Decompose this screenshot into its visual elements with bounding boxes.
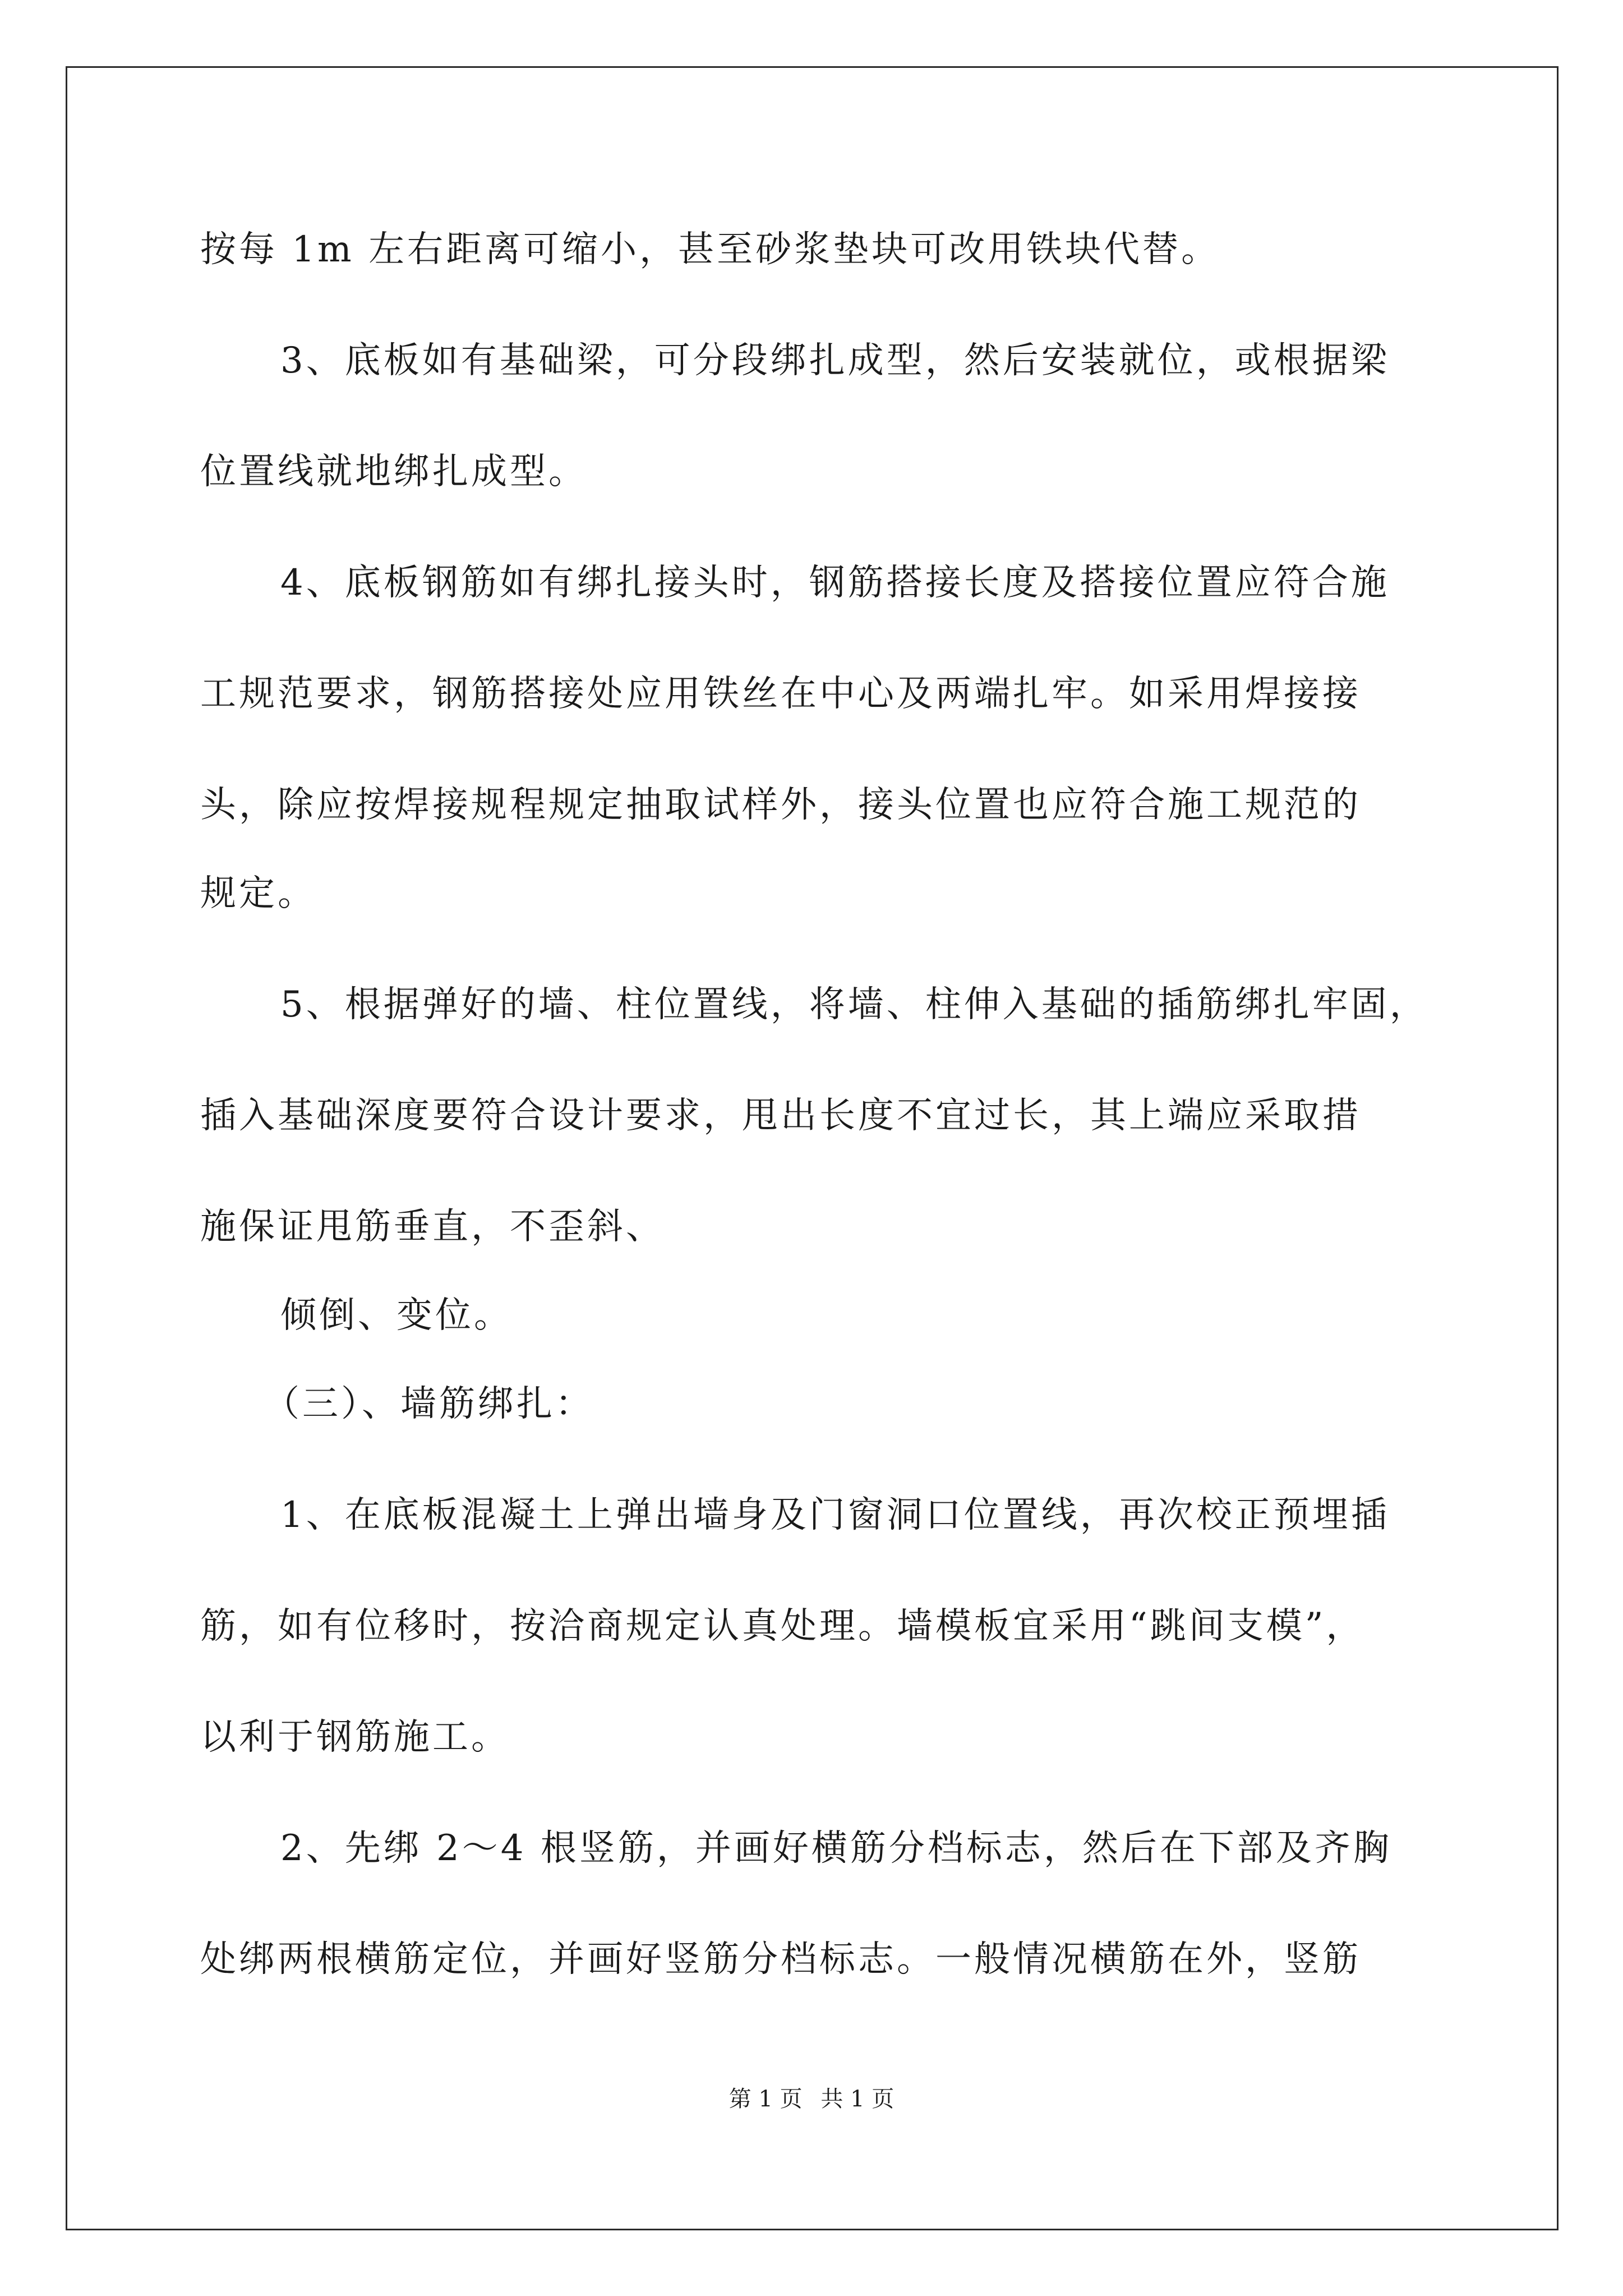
body-line-17: 处绑两根横筋定位，并画好竖筋分档标志。一般情况横筋在外，竖筋 xyxy=(200,1939,1361,1980)
page-footer xyxy=(0,2086,1623,2113)
body-line-10: 施保证甩筋垂直，不歪斜、 xyxy=(200,1206,665,1248)
body-line-9: 插入基础深度要符合设计要求，甩出长度不宜过长，其上端应采取措 xyxy=(200,1095,1361,1137)
page-total-label: 共 1 页 xyxy=(820,2086,895,2112)
body-line-8: 5、根据弹好的墙、柱位置线，将墙、柱伸入基础的插筋绑扎牢固， xyxy=(280,984,1428,1025)
section-heading: （三）、墙筋绑扎： xyxy=(264,1383,594,1425)
body-line-2: 3、底板如有基础梁，可分段绑扎成型，然后安装就位，或根据梁 xyxy=(280,340,1390,381)
page-border xyxy=(66,66,1559,2230)
body-line-6: 头，除应按焊接规程规定抽取试样外，接头位置也应符合施工规范的 xyxy=(200,784,1361,826)
body-line-3: 位置线就地绑扎成型。 xyxy=(200,451,587,493)
body-line-16: 2、先绑 2～4 根竖筋，并画好横筋分档标志，然后在下部及齐胸 xyxy=(280,1828,1392,1869)
body-line-11: 倾倒、变位。 xyxy=(280,1295,513,1336)
page-number-label: 第 1 页 xyxy=(728,2086,803,2112)
body-line-7: 规定。 xyxy=(200,873,316,914)
body-line-14: 筋，如有位移时，按洽商规定认真处理。墙模板宜采用“跳间支模”， xyxy=(200,1605,1365,1647)
body-line-15: 以利于钢筋施工。 xyxy=(200,1717,510,1758)
body-line-4: 4、底板钢筋如有绑扎接头时，钢筋搭接长度及搭接位置应符合施 xyxy=(280,562,1390,604)
body-line-13: 1、在底板混凝土上弹出墙身及门窗洞口位置线，再次校正预埋插 xyxy=(280,1494,1390,1536)
body-line-1: 按每 1m 左右距离可缩小，甚至砂浆垫块可改用铁块代替。 xyxy=(200,229,1220,270)
body-line-5: 工规范要求，钢筋搭接处应用铁丝在中心及两端扎牢。如采用焊接接 xyxy=(200,673,1361,715)
